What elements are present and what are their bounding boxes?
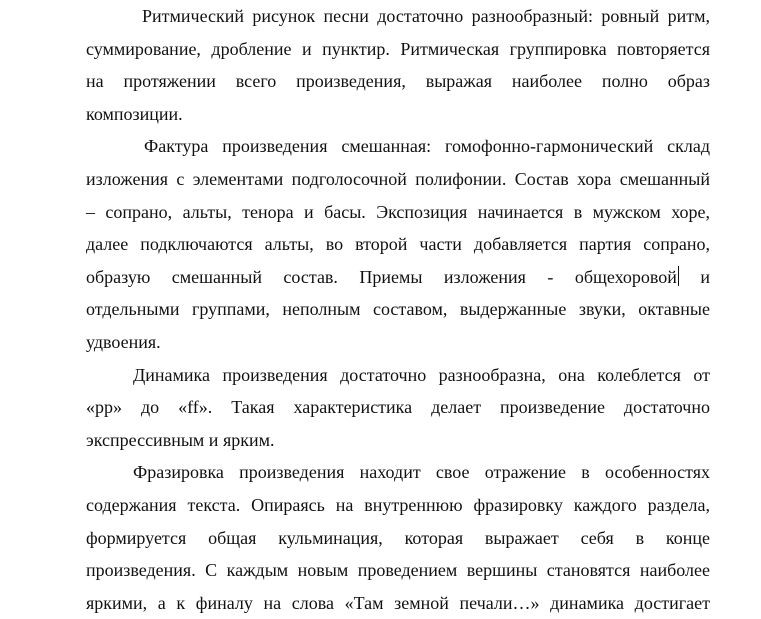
paragraph-texture: [86, 130, 710, 358]
text-line: экспрессивным и ярким.: [86, 429, 275, 450]
text-line: далее подключаются альты, во второй части добавляется партия сопрано,: [86, 234, 710, 255]
text-line: Динамика произведения достаточно разнообразна, она колеблется от: [133, 364, 710, 385]
text-line: суммирование, дробление и пунктир. Ритмическая группировка повторяется: [86, 38, 710, 59]
text-line: на протяжении всего произведения, выражая наиболее полно образ: [86, 71, 710, 92]
paragraph-dynamics: [86, 359, 710, 457]
text-line: содержания текста. Опираясь на внутреннюю фразировку каждого раздела,: [86, 494, 710, 515]
text-line: удвоения.: [86, 331, 161, 352]
paragraph-phrasing: [86, 456, 710, 619]
text-line: [86, 261, 710, 294]
text-cursor: [678, 266, 679, 286]
text-line: Ритмический рисунок песни достаточно разнообразный: ровный ритм,: [142, 6, 710, 26]
text-line: изложения с элементами подголосочной полифонии. Состав хора смешанный: [86, 168, 710, 189]
text-line: Фактура произведения смешанная: гомофонно-гармонический склад: [144, 136, 710, 157]
document-page: [86, 0, 710, 619]
text-line: – сопрано, альты, тенора и басы. Экспозиция начинается в мужском хоре,: [86, 201, 710, 222]
text-line: Фразировка произведения находит свое отражение в особенностях: [133, 462, 710, 483]
text-line: формируется общая кульминация, которая выражает себя в конце: [86, 527, 710, 548]
text-line: яркими, а к финалу на слова «Там земной печали…» динамика достигает: [86, 592, 710, 613]
text-line-part: образую смешанный состав. Приемы изложения - общехоровой: [86, 266, 677, 287]
text-line: «pp» до «ff». Такая характеристика делает произведение достаточно: [86, 397, 710, 418]
text-line: произведения. С каждым новым проведением вершины становятся наиболее: [86, 560, 710, 581]
text-line: композиции.: [86, 103, 183, 124]
text-line-part: и: [700, 266, 711, 287]
paragraph-rhythm: [86, 0, 710, 130]
text-line: отдельными группами, неполным составом, выдержанные звуки, октавные: [86, 299, 710, 320]
